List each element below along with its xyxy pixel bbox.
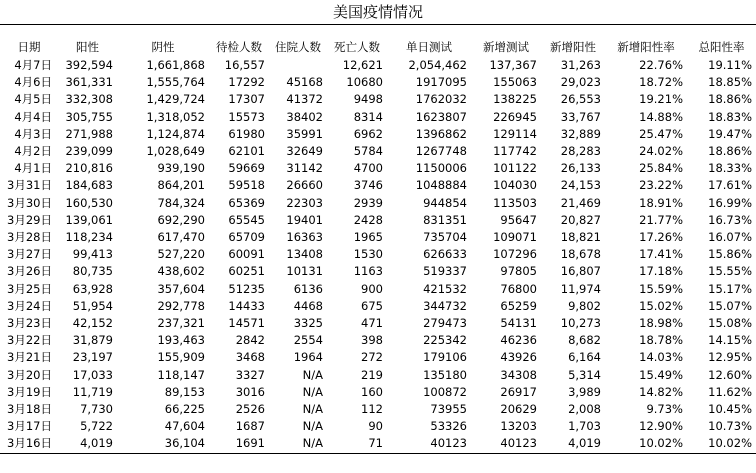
table-cell: 10.02%	[687, 435, 756, 453]
table-cell: 3,989	[568, 384, 601, 399]
table-cell: 4,019	[541, 435, 605, 453]
table-cell: 18.86%	[708, 92, 752, 107]
date-cell: 3月25日	[7, 281, 52, 296]
table-cell: 24.02%	[639, 144, 683, 159]
table-cell: 5,314	[568, 367, 601, 382]
table-cell: 237,321	[157, 316, 205, 331]
table-cell: 14.15%	[708, 333, 752, 348]
table-cell: 40123	[471, 435, 541, 453]
table-cell: 155063	[493, 75, 537, 90]
column-header: 死亡人数	[334, 39, 380, 54]
table-cell: 16,807	[560, 264, 601, 279]
table-row	[0, 126, 756, 143]
table-cell: 1623807	[415, 109, 467, 124]
table-cell: 735704	[423, 230, 467, 245]
table-row	[0, 57, 756, 74]
table-cell: 226945	[493, 109, 537, 124]
table-row	[0, 298, 756, 315]
table-cell: 8314	[353, 109, 383, 124]
table-cell: 332,308	[65, 92, 113, 107]
table-cell: 95647	[500, 212, 537, 227]
table-cell: 15.55%	[708, 264, 752, 279]
table-cell: 1,028,649	[146, 144, 205, 159]
column-header: 新增阳性率	[617, 39, 675, 54]
table-row	[0, 212, 756, 229]
table-cell: 292,778	[157, 298, 205, 313]
table-row	[0, 418, 756, 435]
date-cell: 3月19日	[7, 384, 52, 399]
table-cell: 6,164	[568, 350, 601, 365]
date-cell: 3月31日	[7, 178, 52, 193]
date-cell: 3月21日	[7, 350, 52, 365]
table-row	[0, 109, 756, 126]
table-cell: 15.17%	[708, 281, 752, 296]
table-cell: 5,722	[80, 419, 113, 434]
table-cell: 59669	[228, 161, 265, 176]
table-cell: 73955	[430, 402, 467, 417]
table-cell: 17.18%	[639, 264, 683, 279]
table-cell: N/A	[302, 367, 323, 382]
table-cell: 15.07%	[708, 298, 752, 313]
table-cell: 12.95%	[708, 350, 752, 365]
table-cell: 32,889	[560, 126, 601, 141]
table-cell: 107296	[493, 247, 537, 262]
table-cell: 22.76%	[639, 58, 683, 72]
table-cell: 53326	[430, 419, 467, 434]
table-cell: 210,816	[65, 161, 113, 176]
table-row	[0, 177, 756, 194]
date-cell: 3月28日	[7, 230, 52, 245]
table-cell: 17.61%	[708, 178, 752, 193]
table-row	[0, 315, 756, 332]
table-cell: 7,730	[80, 402, 113, 417]
table-cell: 17.41%	[639, 247, 683, 262]
table-cell: 34308	[500, 367, 537, 382]
table-cell: 944854	[423, 195, 467, 210]
table-cell: 1163	[353, 264, 383, 279]
table-cell: 1762032	[415, 92, 467, 107]
table-cell: 1,661,868	[146, 58, 205, 72]
table-cell: 675	[361, 298, 383, 313]
table-cell: 16.07%	[708, 230, 752, 245]
table-cell: 16.73%	[708, 212, 752, 227]
date-cell: 3月27日	[7, 247, 52, 262]
table-cell: 11,974	[560, 281, 601, 296]
table-cell: 6962	[353, 126, 383, 141]
table-row	[0, 367, 756, 384]
table-cell: 26660	[286, 178, 323, 193]
table-cell: 24,153	[560, 178, 601, 193]
table-cell: 471	[361, 316, 383, 331]
table-cell: 13408	[286, 247, 323, 262]
table-row	[0, 349, 756, 366]
table-cell: 109071	[493, 230, 537, 245]
column-header: 阴性	[151, 39, 175, 54]
table-row	[0, 246, 756, 263]
table-cell: 15.86%	[708, 247, 752, 262]
table-row	[0, 229, 756, 246]
table-cell: 9498	[353, 92, 383, 107]
table-cell: 272	[361, 350, 383, 365]
table-cell: 279473	[423, 316, 467, 331]
table-cell: 18.33%	[708, 161, 752, 176]
table-cell: 12,621	[342, 58, 383, 72]
table-cell: 90	[368, 419, 383, 434]
table-cell: 12.60%	[708, 367, 752, 382]
table-cell: 101122	[493, 161, 537, 176]
table-cell: 398	[361, 333, 383, 348]
table-cell: 155,909	[157, 350, 205, 365]
table-header	[0, 38, 756, 57]
table-cell: 54131	[500, 316, 537, 331]
table-cell: 21,469	[560, 195, 601, 210]
table-cell: 617,470	[157, 230, 205, 245]
table-row	[0, 281, 756, 298]
table-cell: 1917095	[415, 75, 467, 90]
table-cell: 66,225	[164, 402, 205, 417]
date-cell: 4月2日	[14, 144, 52, 159]
date-cell: 4月7日	[14, 58, 52, 72]
table-cell: 138225	[493, 92, 537, 107]
table-cell: 10131	[286, 264, 323, 279]
table-cell: 135180	[423, 367, 467, 382]
table-cell: 2,054,462	[408, 58, 467, 72]
table-cell: 10680	[346, 75, 383, 90]
table-cell: 59518	[228, 178, 265, 193]
table-cell: 4468	[293, 298, 323, 313]
column-header: 日期	[17, 39, 41, 54]
table-cell: 19.47%	[708, 126, 752, 141]
table-cell: 160	[361, 384, 383, 399]
table-cell: 357,604	[157, 281, 205, 296]
table-cell: 32649	[286, 144, 323, 159]
table-cell: 17.26%	[639, 230, 683, 245]
table-cell: 45168	[286, 75, 323, 90]
table-cell: 17292	[228, 75, 265, 90]
table-cell: 831351	[423, 212, 467, 227]
table-cell: 40123	[387, 435, 471, 453]
table-cell: 2842	[235, 333, 265, 348]
table-cell: 18.91%	[639, 195, 683, 210]
table-cell: 160,530	[65, 195, 113, 210]
table-cell: N/A	[269, 435, 327, 453]
date-cell: 3月30日	[7, 195, 52, 210]
column-header: 待检人数	[216, 39, 262, 54]
table-cell: 42,152	[72, 316, 113, 331]
table-cell: 864,201	[157, 178, 205, 193]
table-cell: 8,682	[568, 333, 601, 348]
table-cell: 20629	[500, 402, 537, 417]
table-cell: 22303	[286, 195, 323, 210]
table-cell: 1,703	[568, 419, 601, 434]
table-title: 美国疫情情况	[0, 0, 756, 25]
table-cell: 47,604	[164, 419, 205, 434]
table-cell: 1150006	[415, 161, 467, 176]
table-cell: 14571	[228, 316, 265, 331]
table-cell: 13203	[500, 419, 537, 434]
table-cell: 1396862	[415, 126, 467, 141]
table-cell: 100872	[423, 384, 467, 399]
table-cell: 31142	[286, 161, 323, 176]
table-cell: 1048884	[415, 178, 467, 193]
table-cell: 97805	[500, 264, 537, 279]
table-cell: 76800	[500, 281, 537, 296]
table-cell: 305,755	[65, 109, 113, 124]
table-cell: 10.45%	[708, 402, 752, 417]
table-cell: 51,954	[72, 298, 113, 313]
date-cell: 3月24日	[7, 298, 52, 313]
table-cell: 38402	[286, 109, 323, 124]
table-cell: 62101	[228, 144, 265, 159]
table-cell: 41372	[286, 92, 323, 107]
table-cell: 3468	[235, 350, 265, 365]
table-cell: 71	[327, 435, 387, 453]
table-row	[0, 195, 756, 212]
date-cell: 3月20日	[7, 367, 52, 382]
table-cell: 33,767	[560, 109, 601, 124]
table-cell: 527,220	[157, 247, 205, 262]
table-row	[0, 160, 756, 177]
column-header: 住院人数	[275, 39, 321, 54]
date-cell: 4月6日	[14, 75, 52, 90]
table-cell: 3327	[235, 367, 265, 382]
table-cell: 11,719	[72, 384, 113, 399]
table-cell: 18.78%	[639, 333, 683, 348]
table-row	[0, 332, 756, 349]
table-cell: N/A	[302, 384, 323, 399]
table-cell: 1267748	[415, 144, 467, 159]
table-cell: 344732	[423, 298, 467, 313]
table-cell	[269, 57, 327, 74]
table-cell: 184,683	[65, 178, 113, 193]
table-cell: 65369	[228, 195, 265, 210]
table-cell: 519337	[423, 264, 467, 279]
column-header: 阳性	[76, 39, 99, 54]
table-cell: 392,594	[65, 58, 113, 72]
table-cell: 19401	[286, 212, 323, 227]
table-cell: 3325	[293, 316, 323, 331]
table-cell: 23.22%	[639, 178, 683, 193]
column-header: 单日测试	[406, 39, 452, 54]
table-cell: 99,413	[72, 247, 113, 262]
table-cell: 1,318,052	[146, 109, 205, 124]
table-cell: 15.02%	[639, 298, 683, 313]
table-cell: 89,153	[164, 384, 205, 399]
date-cell: 3月26日	[7, 264, 52, 279]
table-cell: 16.99%	[708, 195, 752, 210]
table-row	[0, 143, 756, 160]
table-cell: N/A	[302, 419, 323, 434]
table-cell: 193,463	[157, 333, 205, 348]
table-cell: 14433	[228, 298, 265, 313]
table-row	[0, 384, 756, 401]
table-cell: 29,023	[560, 75, 601, 90]
column-header: 新增阳性	[550, 39, 596, 54]
table-cell: 65259	[500, 298, 537, 313]
table-cell: 139,061	[65, 212, 113, 227]
table-cell: 1965	[353, 230, 383, 245]
table-cell: 15.49%	[639, 367, 683, 382]
table-cell: 939,190	[157, 161, 205, 176]
date-cell: 3月16日	[0, 435, 58, 453]
table-cell: 112	[361, 402, 383, 417]
table-cell: 225342	[423, 333, 467, 348]
date-cell: 3月23日	[7, 316, 52, 331]
table-cell: 10.73%	[708, 419, 752, 434]
table-cell: N/A	[302, 402, 323, 417]
table-cell: 3746	[353, 178, 383, 193]
table-cell: 35991	[286, 126, 323, 141]
date-cell: 4月1日	[14, 161, 52, 176]
table-cell: 2939	[353, 195, 383, 210]
table-cell: 65709	[228, 230, 265, 245]
table-cell: 18.86%	[708, 144, 752, 159]
table-cell: 16,557	[224, 58, 265, 72]
table-cell: 1964	[293, 350, 323, 365]
table-cell: 1,124,874	[146, 126, 205, 141]
table-cell: 51235	[228, 281, 265, 296]
table-cell: 118,147	[157, 367, 205, 382]
date-cell: 4月5日	[14, 92, 52, 107]
table-cell: 14.03%	[639, 350, 683, 365]
table-cell: 626633	[423, 247, 467, 262]
table-cell: 104030	[493, 178, 537, 193]
table-cell: 31,879	[72, 333, 113, 348]
table-cell: 1691	[209, 435, 269, 453]
table-cell: 14.88%	[639, 109, 683, 124]
table-cell: 118,234	[65, 230, 113, 245]
table-cell: 4700	[353, 161, 383, 176]
table-cell: 63,928	[72, 281, 113, 296]
table-cell: 60251	[228, 264, 265, 279]
table-cell: 10.02%	[605, 435, 687, 453]
table-body	[0, 57, 756, 453]
table-cell: 23,197	[72, 350, 113, 365]
table-cell: 19.21%	[639, 92, 683, 107]
table-cell: 36,104	[117, 435, 209, 453]
table-cell: 15573	[228, 109, 265, 124]
table-row	[0, 435, 756, 453]
table-cell: 17307	[228, 92, 265, 107]
table-cell: 137,367	[489, 58, 537, 72]
table-cell: 65545	[228, 212, 265, 227]
table-cell: 900	[361, 281, 383, 296]
date-cell: 4月3日	[14, 126, 52, 141]
column-header: 总阳性率	[698, 39, 745, 54]
table-cell: 271,988	[65, 126, 113, 141]
table-cell: 31,263	[560, 58, 601, 72]
table-cell: 18.83%	[708, 109, 752, 124]
table-cell: 14.82%	[639, 384, 683, 399]
table-cell: 9,802	[568, 298, 601, 313]
table-cell: 6136	[293, 281, 323, 296]
table-cell: 80,735	[72, 264, 113, 279]
table-cell: 26917	[500, 384, 537, 399]
date-cell: 4月4日	[14, 109, 52, 124]
table-cell: 46236	[500, 333, 537, 348]
table-cell: 179106	[423, 350, 467, 365]
date-cell: 3月29日	[7, 212, 52, 227]
table-cell: 5784	[353, 144, 383, 159]
table-cell: 2554	[293, 333, 323, 348]
date-cell: 3月22日	[7, 333, 52, 348]
table-cell: 43926	[500, 350, 537, 365]
header-row	[0, 38, 756, 57]
table-cell: 15.08%	[708, 316, 752, 331]
table-cell: 784,324	[157, 195, 205, 210]
table-cell: 1,555,764	[146, 75, 205, 90]
table-cell: 1687	[235, 419, 265, 434]
table-cell: 219	[361, 367, 383, 382]
table-cell: 129114	[493, 126, 537, 141]
table-cell: 421532	[423, 281, 467, 296]
table-cell: 16363	[286, 230, 323, 245]
column-header: 新增测试	[483, 39, 529, 54]
table-cell: 11.62%	[708, 384, 752, 399]
table-cell: 692,290	[157, 212, 205, 227]
table-cell: 10,273	[560, 316, 601, 331]
covid-data-table	[0, 38, 756, 454]
table-row	[0, 263, 756, 280]
table-cell: 26,133	[560, 161, 601, 176]
table-cell: 1530	[353, 247, 383, 262]
table-cell: 61980	[228, 126, 265, 141]
table-cell: 12.90%	[639, 419, 683, 434]
date-cell: 3月18日	[7, 402, 52, 417]
table-cell: 4,019	[58, 435, 117, 453]
table-row	[0, 401, 756, 418]
table-cell: 19.11%	[708, 58, 752, 72]
table-cell: 438,602	[157, 264, 205, 279]
table-cell: 60091	[228, 247, 265, 262]
table-cell: 18,821	[560, 230, 601, 245]
table-cell: 25.84%	[639, 161, 683, 176]
table-cell: 18,678	[560, 247, 601, 262]
table-cell: 21.77%	[639, 212, 683, 227]
table-row	[0, 91, 756, 108]
table-cell: 2526	[235, 402, 265, 417]
table-cell: 2,008	[568, 402, 601, 417]
table-cell: 26,553	[560, 92, 601, 107]
table-cell: 18.72%	[639, 75, 683, 90]
table-cell: 18.85%	[708, 75, 752, 90]
date-cell: 3月17日	[7, 419, 52, 434]
table-cell: 15.59%	[639, 281, 683, 296]
table-cell: 28,283	[560, 144, 601, 159]
table-cell: 117742	[493, 144, 537, 159]
table-cell: 1,429,724	[146, 92, 205, 107]
table-cell: 18.98%	[639, 316, 683, 331]
table-cell: 2428	[353, 212, 383, 227]
table-cell: 9.73%	[646, 402, 683, 417]
table-cell: 25.47%	[639, 126, 683, 141]
table-row	[0, 74, 756, 91]
table-cell: 20,827	[560, 212, 601, 227]
table-cell: 239,099	[65, 144, 113, 159]
table-cell: 3016	[235, 384, 265, 399]
table-cell: 113503	[493, 195, 537, 210]
table-cell: 361,331	[65, 75, 113, 90]
table-cell: 17,033	[72, 367, 113, 382]
